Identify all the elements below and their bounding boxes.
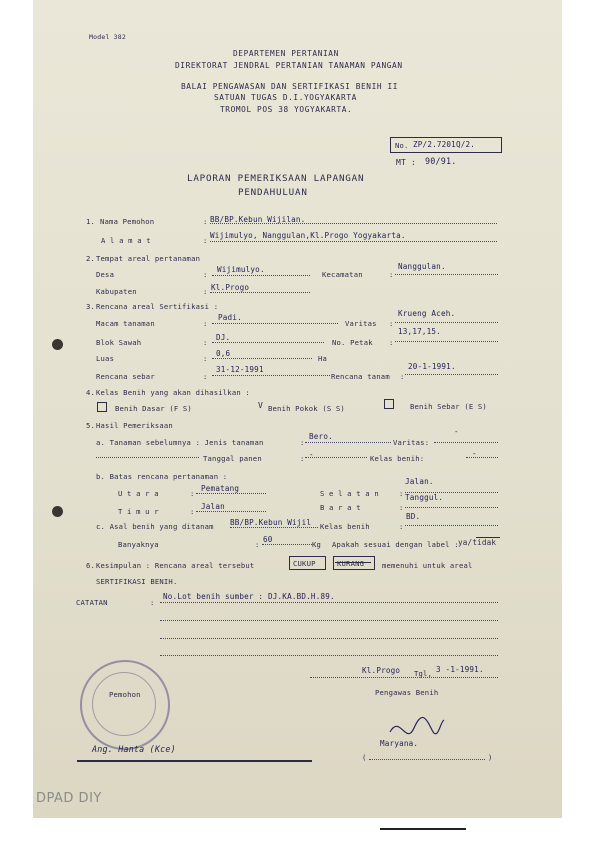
sebar-label: Rencana sebar (96, 372, 155, 381)
banyaknya-label: Banyaknya (118, 540, 159, 549)
colon: : (300, 454, 305, 463)
varitas-line (395, 322, 498, 323)
benih-dasar-checkbox[interactable] (97, 402, 107, 412)
petak-line (395, 341, 498, 342)
kabupaten-line (210, 292, 310, 293)
kecamatan-line (395, 274, 498, 275)
catatan-value: No.Lot benih sumber : DJ.KA.BD.H.89. (163, 592, 335, 601)
colon: : (190, 507, 195, 516)
pengawas-name-line (369, 759, 485, 760)
watermark: DPAD DIY (36, 791, 102, 806)
varitas-a-label: Varitas: (393, 438, 430, 447)
section-3-number: 3. (86, 302, 96, 311)
barat-label: B a r a t (320, 503, 361, 512)
colon: : (389, 319, 394, 328)
pemohon-label: Nama Pemohon (100, 217, 155, 226)
rencana-label: Rencana areal Sertifikasi : (96, 302, 219, 311)
signature-place: Kl.Progo (362, 666, 401, 675)
footer-rule (380, 828, 466, 830)
signature-date: 3 -1-1991. (436, 665, 484, 674)
kg-label: Kg (312, 540, 322, 549)
colon: : (389, 338, 394, 347)
apakah-label: Apakah sesuai dengan label : (332, 540, 459, 549)
varitas-value: Krueng Aceh. (398, 309, 456, 318)
asal-benih-value: BB/BP.Kebun Wijil (230, 518, 312, 527)
cukup-label: CUKUP (293, 559, 316, 568)
tanggal-panen-line (305, 457, 367, 458)
tanam-line (405, 374, 498, 375)
benih-pokok-checkmark: V (258, 401, 264, 410)
blok-line (212, 342, 324, 343)
desa-value: Wijimulyo. (217, 265, 265, 274)
blok-label: Blok Sawah (96, 338, 142, 347)
official-seal (80, 660, 170, 750)
utara-line (196, 493, 266, 494)
tanam-value: 20-1-1991. (408, 362, 456, 371)
sertifikasi-label: SERTIFIKASI BENIH. (96, 577, 178, 586)
varitas-a-line (434, 442, 498, 443)
colon: : (255, 540, 260, 549)
colon: : (203, 354, 208, 363)
kelas-benih-a-value: - (472, 449, 477, 458)
alamat-label: A l a m a t (101, 236, 151, 245)
utara-label: U t a r a (118, 489, 159, 498)
pengawas-name: Maryana. (380, 739, 419, 748)
blank-line-a (96, 457, 199, 458)
colon: : (400, 372, 405, 381)
ha-label: Ha (318, 354, 328, 363)
colon: : (190, 489, 195, 498)
kurang-label: KURANG (337, 559, 365, 568)
tanggal-panen-label: Tanggal panen (203, 454, 262, 463)
catatan-line-4 (160, 655, 498, 656)
paren-open: ( (362, 753, 367, 762)
pemohon-signature: Ang. Hanta (Kce) (92, 744, 176, 754)
benih-sebar-label: Benih Sebar (E S) (410, 402, 487, 411)
kecamatan-value: Nanggulan. (398, 262, 446, 271)
mt-value: 90/91. (425, 156, 457, 166)
jenis-tanaman-value: Bero. (309, 432, 333, 441)
timur-line (196, 511, 266, 512)
kelas-benih-c-value: BD. (406, 512, 421, 521)
kelas-benih-a-label: Kelas benih: (370, 454, 425, 463)
jenis-tanaman-line (305, 442, 391, 443)
department-title: DEPARTEMEN PERTANIAN (233, 49, 339, 58)
section-5-number: 5. (86, 421, 96, 430)
satgas-title: SATUAN TUGAS D.I.YOGYAKARTA (214, 93, 357, 102)
model-number: Model 382 (89, 33, 127, 41)
colon: : (203, 338, 208, 347)
kelas-benih-label: Kelas Benih yang akan dihasilkan : (96, 388, 250, 397)
date-line (310, 677, 498, 678)
colon: : (203, 236, 208, 245)
tanam-label: Rencana tanam (331, 372, 390, 381)
pemohon-line (210, 223, 497, 224)
benih-pokok-label: Benih Pokok (S S) (268, 404, 345, 413)
tidak-strike (476, 537, 500, 538)
kurang-strike (335, 562, 371, 563)
sebar-line (212, 375, 330, 376)
benih-dasar-label: Benih Dasar (F S) (115, 404, 192, 413)
kelas-benih-c-label: Kelas benih (320, 522, 370, 531)
desa-label: Desa (96, 270, 115, 279)
varitas-label: Varitas (345, 319, 377, 328)
alamat-value: Wijimulyo, Nanggulan,Kl.Progo Yogyakarta. (210, 231, 406, 240)
pemohon-value: BB/BP.Kebun Wijilan. (210, 215, 306, 224)
colon: : (300, 438, 305, 447)
report-subtitle: PENDAHULUAN (238, 187, 308, 198)
timur-value: Jalan (201, 502, 225, 511)
number-label: No. (395, 141, 409, 150)
tanaman-sebelumnya-label: a. Tanaman sebelumnya : Jenis tanaman (96, 438, 264, 447)
barat-line (405, 507, 498, 508)
tanggal-panen-value: - (309, 450, 314, 459)
kecamatan-label: Kecamatan (322, 270, 363, 279)
tromol-title: TROMOL POS 38 YOGYAKARTA. (220, 105, 353, 114)
sebar-value: 31-12-1991 (216, 365, 264, 374)
kelas-benih-c-line (405, 525, 498, 526)
tempat-label: Tempat areal pertanaman (96, 254, 201, 263)
timur-label: T i m u r (118, 507, 159, 516)
colon: : (203, 287, 208, 296)
blok-value: DJ. (216, 333, 231, 342)
colon: : (203, 217, 208, 226)
macam-line (212, 323, 338, 324)
catatan-line-3 (160, 638, 498, 639)
catatan-label: CATATAN (76, 598, 108, 607)
kabupaten-label: Kabupaten (96, 287, 137, 296)
catatan-colon: : (150, 598, 155, 607)
directorate-title: DIREKTORAT JENDRAL PERTANIAN TANAMAN PANGAN (175, 61, 403, 70)
kesimpulan-tail: memenuhi untuk areal (382, 561, 473, 570)
apakah-value: ya/tidak (458, 538, 497, 547)
colon: : (399, 489, 404, 498)
banyaknya-line (262, 544, 312, 545)
paren-close: ) (488, 753, 493, 762)
section-1-number: 1. (86, 217, 96, 226)
luas-line (212, 358, 312, 359)
colon: : (203, 372, 208, 381)
alamat-line (210, 241, 497, 242)
selatan-value: Jalan. (405, 477, 434, 486)
petak-value: 13,17,15. (398, 327, 441, 336)
batas-label: b. Batas rencana pertanaman : (96, 472, 228, 481)
colon: : (389, 270, 394, 279)
varitas-a-value: - (454, 427, 459, 436)
selatan-label: S e l a t a n (320, 489, 379, 498)
luas-label: Luas (96, 354, 115, 363)
macam-value: Padi. (218, 313, 242, 322)
colon: : (203, 270, 208, 279)
section-4-number: 4. (86, 388, 96, 397)
pemohon-sign-line (77, 760, 312, 762)
macam-label: Macam tanaman (96, 319, 155, 328)
number-value: ZP/2.7201Q/2. (413, 140, 476, 149)
balai-title: BALAI PENGAWASAN DAN SERTIFIKASI BENIH II (181, 82, 399, 91)
colon: : (399, 522, 404, 531)
hasil-label: Hasil Pemeriksaan (96, 421, 173, 430)
luas-value: 0,6 (216, 349, 231, 358)
desa-line (212, 275, 310, 276)
asal-benih-line (230, 527, 318, 528)
benih-sebar-checkbox[interactable] (384, 399, 394, 409)
barat-value: Tanggul. (405, 493, 444, 502)
asal-benih-label: c. Asal benih yang ditanam (96, 522, 214, 531)
colon: : (399, 503, 404, 512)
kelas-benih-a-line (466, 457, 498, 458)
section-6-number: 6. (86, 561, 96, 570)
kabupaten-value: Kl.Progo (211, 283, 250, 292)
catatan-line-2 (160, 620, 498, 621)
catatan-line-1 (160, 602, 498, 603)
banyaknya-value: 60 (263, 535, 273, 544)
mt-label: MT : (396, 158, 417, 167)
colon: : (203, 319, 208, 328)
punch-hole-bottom (52, 506, 63, 517)
punch-hole-top (52, 339, 63, 350)
kesimpulan-label: Kesimpulan : Rencana areal tersebut (96, 561, 255, 570)
utara-value: Pematang (201, 484, 240, 493)
section-2-number: 2. (86, 254, 96, 263)
pengawas-label: Pengawas Benih (375, 688, 439, 697)
report-title: LAPORAN PEMERIKSAAN LAPANGAN (187, 173, 365, 184)
pemohon-sign-label: Pemohon (109, 690, 141, 699)
petak-label: No. Petak (332, 338, 373, 347)
tgl-label: Tgl, (414, 669, 433, 678)
